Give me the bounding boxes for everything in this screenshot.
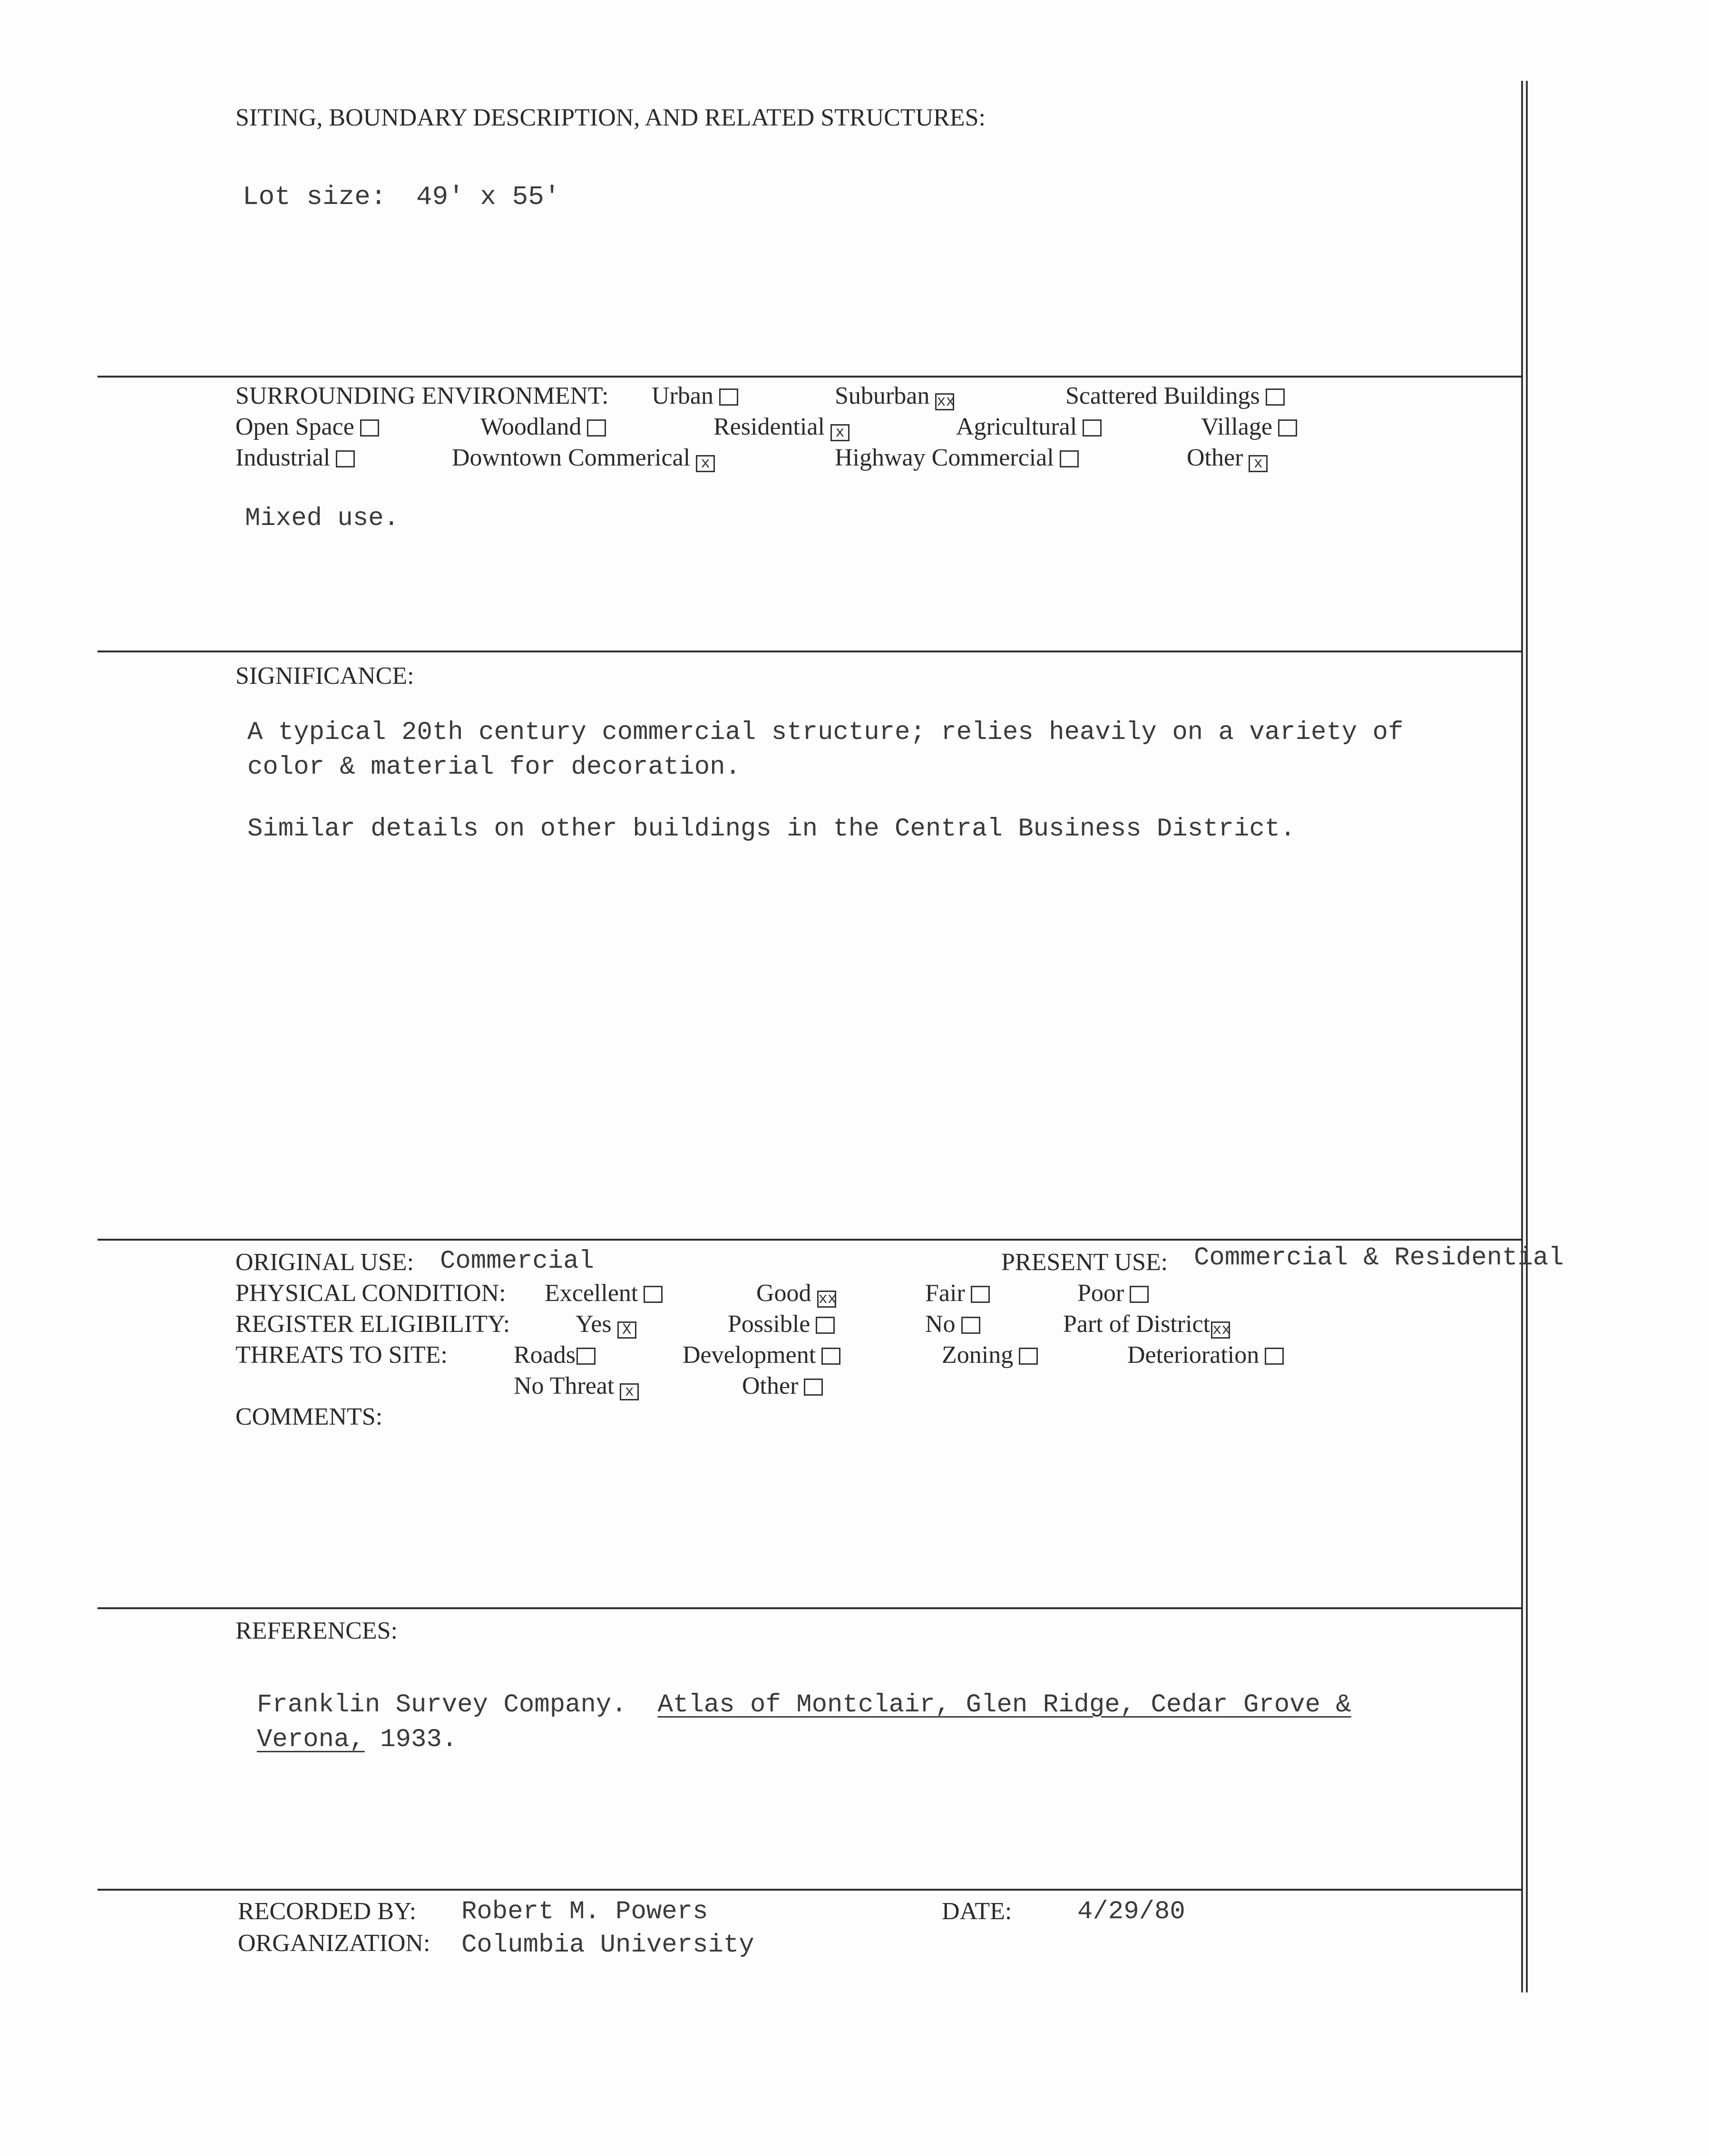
env-suburban-checkbox[interactable]: xx [935, 393, 954, 410]
section-divider [98, 1889, 1523, 1891]
elig-yes-label: Yes [576, 1311, 612, 1338]
env-industrial [235, 444, 355, 472]
threat-roads-label: Roads [514, 1341, 576, 1369]
elig-no-label: No [925, 1311, 956, 1338]
section-divider [98, 376, 1523, 378]
cond-poor [1077, 1279, 1149, 1307]
cond-fair-checkbox[interactable] [971, 1286, 990, 1303]
threat-no-threat [514, 1372, 639, 1400]
env-other-label: Other [1187, 444, 1243, 471]
significance-line-3: Similar details on other buildings in the Central Business District. [247, 815, 1296, 844]
date-value: 4/29/80 [1077, 1897, 1185, 1926]
comments-label: COMMENTS: [235, 1403, 383, 1430]
recorded-by-value: Robert M. Powers [461, 1897, 708, 1926]
env-village [1201, 413, 1297, 441]
env-scattered [1065, 382, 1285, 410]
lot-size-value: 49' x 55' [416, 182, 560, 212]
env-highway-label: Highway Commercial [835, 444, 1054, 471]
env-highway [835, 444, 1079, 472]
env-downtown-label: Downtown Commerical [452, 444, 691, 471]
cond-good-label: Good [756, 1280, 811, 1307]
threat-development [683, 1341, 840, 1369]
lot-size-label: Lot size: [243, 182, 387, 212]
cond-excellent-checkbox[interactable] [644, 1286, 663, 1303]
env-open-space [235, 413, 379, 441]
elig-no [925, 1310, 980, 1338]
env-woodland-checkbox[interactable] [587, 419, 606, 437]
threat-deterioration-label: Deterioration [1127, 1341, 1260, 1369]
threat-other [742, 1372, 823, 1400]
elig-no-checkbox[interactable] [961, 1317, 980, 1334]
threat-deterioration [1127, 1341, 1284, 1369]
env-suburban-label: Suburban [835, 382, 930, 409]
right-border-rule [1521, 81, 1523, 1992]
elig-possible-label: Possible [728, 1311, 811, 1338]
present-use-label: PRESENT USE: [1001, 1249, 1168, 1276]
threat-other-checkbox[interactable] [804, 1379, 823, 1396]
cond-fair-label: Fair [925, 1280, 965, 1307]
references-heading: REFERENCES: [235, 1617, 398, 1644]
environment-heading: SURROUNDING ENVIRONMENT: [235, 382, 609, 409]
date-label: DATE: [942, 1898, 1012, 1925]
env-scattered-checkbox[interactable] [1266, 388, 1285, 406]
elig-yes-checkbox[interactable]: X [617, 1321, 636, 1339]
threat-zoning-checkbox[interactable] [1019, 1348, 1038, 1365]
elig-yes [576, 1310, 636, 1339]
env-highway-checkbox[interactable] [1060, 450, 1079, 467]
elig-possible-checkbox[interactable] [816, 1317, 835, 1334]
original-use-label: ORIGINAL USE: [235, 1249, 414, 1276]
present-use-value: Commercial & Residential [1194, 1243, 1564, 1272]
threats-label: THREATS TO SITE: [235, 1341, 448, 1369]
cond-good [756, 1279, 836, 1308]
threat-deterioration-checkbox[interactable] [1265, 1348, 1284, 1365]
threat-no-threat-checkbox[interactable]: x [620, 1383, 639, 1400]
right-border-rule-inner [1526, 81, 1528, 1992]
significance-line-2: color & material for decoration. [247, 753, 741, 782]
organization-label: ORGANIZATION: [238, 1930, 430, 1957]
env-village-checkbox[interactable] [1278, 419, 1297, 437]
threat-roads-checkbox[interactable] [576, 1348, 596, 1365]
env-other-checkbox[interactable]: x [1249, 455, 1268, 472]
threat-development-checkbox[interactable] [821, 1348, 840, 1365]
env-urban-label: Urban [652, 382, 713, 409]
env-open-space-checkbox[interactable] [360, 419, 379, 437]
organization-value: Columbia University [461, 1931, 754, 1960]
threat-no-threat-label: No Threat [514, 1372, 615, 1399]
env-downtown [452, 444, 715, 472]
env-residential-label: Residential [713, 413, 825, 440]
env-other [1187, 444, 1268, 472]
cond-excellent [545, 1279, 663, 1307]
env-village-label: Village [1201, 413, 1272, 440]
environment-note: Mixed use. [245, 504, 400, 533]
env-agricultural-checkbox[interactable] [1083, 419, 1102, 437]
threat-development-label: Development [683, 1341, 816, 1369]
env-woodland-label: Woodland [480, 413, 582, 440]
cond-excellent-label: Excellent [545, 1280, 638, 1307]
threat-zoning [942, 1341, 1038, 1369]
original-use-value: Commercial [440, 1247, 595, 1276]
section-divider [98, 651, 1523, 652]
reference-title-part-2: Verona, [257, 1725, 365, 1754]
physical-condition-label: PHYSICAL CONDITION: [235, 1280, 506, 1307]
section-divider [98, 1607, 1523, 1609]
cond-poor-checkbox[interactable] [1130, 1286, 1149, 1303]
significance-heading: SIGNIFICANCE: [235, 662, 414, 690]
env-industrial-label: Industrial [235, 444, 331, 471]
reference-line-2 [257, 1725, 457, 1754]
cond-good-checkbox[interactable]: xx [817, 1291, 836, 1308]
elig-possible [728, 1310, 835, 1338]
env-agricultural [956, 413, 1102, 441]
env-scattered-label: Scattered Buildings [1065, 382, 1260, 409]
cond-poor-label: Poor [1077, 1280, 1124, 1307]
siting-heading: SITING, BOUNDARY DESCRIPTION, AND RELATED STRUCTURES: [235, 104, 986, 131]
elig-district-checkbox[interactable]: xx [1211, 1321, 1230, 1339]
env-industrial-checkbox[interactable] [336, 450, 355, 467]
threat-zoning-label: Zoning [942, 1341, 1014, 1369]
register-eligibility-label: REGISTER ELIGIBILITY: [235, 1311, 510, 1338]
env-residential [713, 413, 850, 441]
elig-district-label: Part of District [1063, 1311, 1211, 1338]
env-agricultural-label: Agricultural [956, 413, 1077, 440]
significance-line-1: A typical 20th century commercial structure; relies heavily on a variety of [247, 718, 1404, 747]
reference-line-1 [257, 1690, 1351, 1719]
env-urban-checkbox[interactable] [719, 388, 738, 406]
reference-author: Franklin Survey Company. [257, 1690, 627, 1719]
env-open-space-label: Open Space [235, 413, 354, 440]
recorded-by-label: RECORDED BY: [238, 1898, 417, 1925]
threat-other-label: Other [742, 1372, 799, 1399]
env-suburban [835, 382, 954, 410]
reference-year: 1933. [380, 1725, 458, 1754]
cond-fair [925, 1279, 990, 1307]
env-residential-checkbox[interactable]: x [830, 424, 850, 441]
elig-district [1063, 1310, 1230, 1339]
env-downtown-checkbox[interactable]: x [696, 455, 715, 472]
env-woodland [480, 413, 606, 441]
env-urban [652, 382, 738, 410]
section-divider [98, 1239, 1523, 1241]
threat-roads [514, 1341, 596, 1369]
reference-title-part-1: Atlas of Montclair, Glen Ridge, Cedar Grove & [657, 1690, 1351, 1719]
